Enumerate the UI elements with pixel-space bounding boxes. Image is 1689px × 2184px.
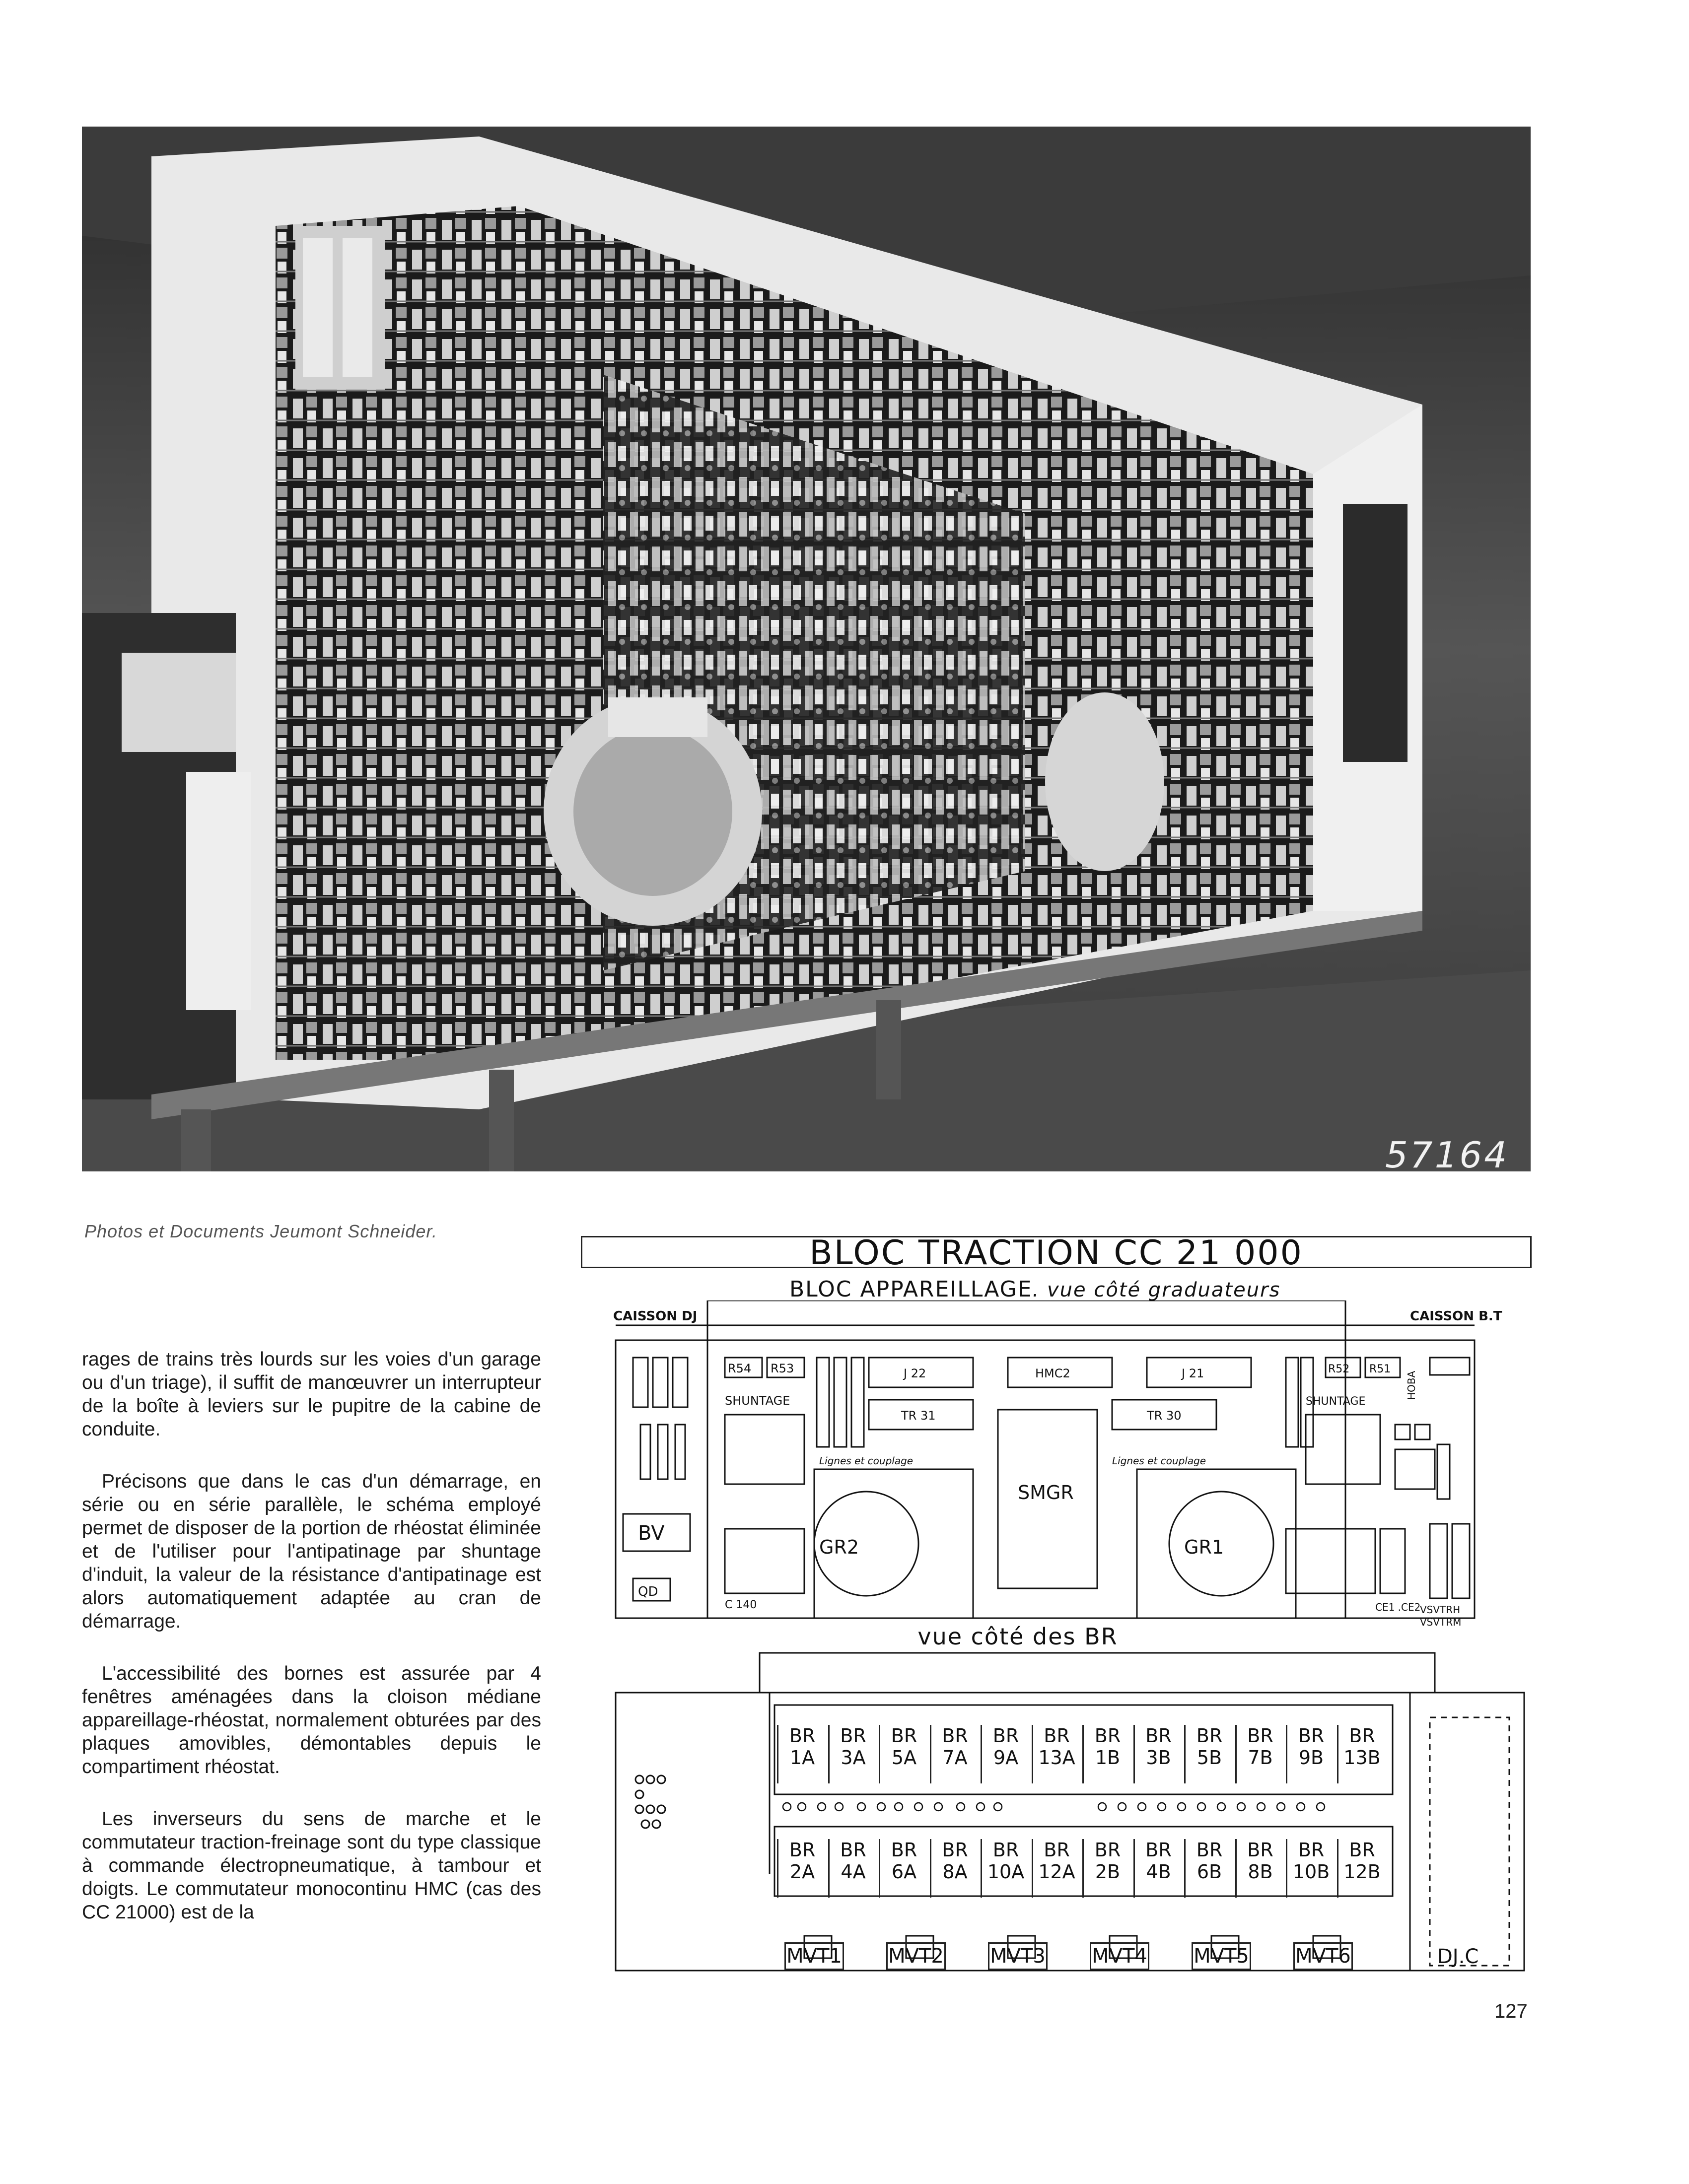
label-ce: CE1 .CE2	[1375, 1601, 1421, 1613]
label-c140: C 140	[725, 1599, 757, 1611]
br-cell: BR 3B	[1133, 1725, 1183, 1783]
article-body	[82, 1348, 541, 1953]
vue-br-heading: vue côté des BR	[917, 1623, 1118, 1650]
br-cell: BR 2A	[777, 1839, 826, 1898]
photo-caption: Photos et Documents Jeumont Schneider.	[84, 1221, 438, 1241]
label-r54: R54	[728, 1362, 752, 1375]
br-cell: BR 8A	[930, 1839, 979, 1898]
photo-number: 57164	[1385, 1134, 1509, 1176]
label-smgr: SMGR	[1018, 1482, 1074, 1503]
label-shuntage-left: SHUNTAGE	[725, 1394, 790, 1408]
page-number: 127	[1494, 2000, 1528, 2022]
label-lignes-left: Lignes et couplage	[819, 1455, 914, 1467]
subtitle-hand: . vue côté graduateurs	[1032, 1279, 1281, 1301]
label-lignes-right: Lignes et couplage	[1112, 1455, 1206, 1467]
paragraph: L'accessibilité des bornes est assurée par 4 fenêtres aménagées dans la cloison médiane appareillage-rhéostat, normalement obturées par des plaques amovibles, démontables depuis le compartiment rhéostat.	[82, 1663, 541, 1777]
label-r53: R53	[771, 1362, 794, 1375]
label-vsvtrm: VSVTRM	[1420, 1616, 1462, 1628]
subtitle-main: BLOC APPAREILLAGE	[789, 1277, 1033, 1302]
br-cell: BR 12B	[1337, 1839, 1386, 1898]
label-hmc2: HMC2	[1035, 1366, 1070, 1380]
br-cell: BR 13B	[1337, 1725, 1386, 1783]
paragraph: Les inverseurs du sens de marche et le commutateur traction-freinage sont du type classique à commande électropneumatique, à tambour et doigts. Le commutateur monocontinu HMC (cas des CC 21000) est de la	[82, 1808, 541, 1923]
br-cell: BR 5B	[1184, 1725, 1233, 1783]
label-shuntage-right: SHUNTAGE	[1306, 1395, 1366, 1408]
label-r52: R52	[1328, 1363, 1350, 1375]
br-cell: BR 4A	[828, 1839, 877, 1898]
label-tr31: TR 31	[901, 1409, 936, 1423]
br-cell: BR 10B	[1286, 1839, 1335, 1898]
br-cell: BR 8B	[1235, 1839, 1284, 1898]
mvt-box: MVT3	[988, 1942, 1048, 1970]
label-j21: J 21	[1182, 1366, 1204, 1380]
equipment-photo	[82, 127, 1531, 1171]
label-caisson-bt: CAISSON B.T	[1410, 1309, 1502, 1324]
br-cell: BR 9B	[1286, 1725, 1335, 1783]
label-gr2: GR2	[819, 1536, 859, 1558]
label-qd: QD	[638, 1584, 658, 1599]
mvt-box: MVT5	[1192, 1942, 1251, 1970]
equipment-layout-diagram	[576, 1300, 1529, 2005]
mvt-box: MVT2	[886, 1942, 946, 1970]
br-cell: BR 9A	[981, 1725, 1030, 1783]
br-cell: BR 2B	[1082, 1839, 1131, 1898]
br-cell: BR 5A	[879, 1725, 928, 1783]
br-cell: BR 6A	[879, 1839, 928, 1898]
br-cell: BR 7B	[1235, 1725, 1284, 1783]
label-r51: R51	[1369, 1363, 1391, 1375]
paragraph: Précisons que dans le cas d'un démarrage, en série ou en série parallèle, le schéma employé permet de disposer de la portion de rhéostat éliminée et de l'utiliser pour l'antipatinage par shuntage d'induit, la valeur de la résistance d'antipatinage est alors automatiquement adaptée au cran de démarrage.	[82, 1471, 541, 1632]
mvt-box: MVT6	[1293, 1942, 1353, 1970]
diagram-subtitle	[789, 1277, 1280, 1302]
br-cell: BR 12A	[1032, 1839, 1081, 1898]
label-hoba: HOBA	[1406, 1370, 1417, 1400]
label-caisson-dj: CAISSON DJ	[613, 1309, 698, 1324]
br-cell: BR 1A	[777, 1725, 826, 1783]
label-j22: J 22	[904, 1366, 926, 1380]
diagram-title: BLOC TRACTION CC 21 000	[809, 1233, 1303, 1273]
br-cell: BR 4B	[1133, 1839, 1183, 1898]
label-tr30: TR 30	[1147, 1409, 1182, 1423]
br-cell: BR 6B	[1184, 1839, 1233, 1898]
br-cell: BR 3A	[828, 1725, 877, 1783]
br-cell: BR 13A	[1032, 1725, 1081, 1783]
br-cell: BR 1B	[1082, 1725, 1131, 1783]
label-gr1: GR1	[1184, 1536, 1224, 1558]
br-cell: BR 7A	[930, 1725, 979, 1783]
br-cell: BR 10A	[981, 1839, 1030, 1898]
paragraph: rages de trains très lourds sur les voies d'un garage ou d'un triage), il suffit de manœuvrer un interrupteur de la boîte à leviers sur le pupitre de la cabine de conduite.	[82, 1349, 541, 1440]
mvt-box: MVT1	[784, 1942, 844, 1970]
label-djc: DJ.C	[1437, 1945, 1479, 1968]
label-vsvtrh: VSVTRH	[1420, 1604, 1461, 1616]
mvt-box: MVT4	[1090, 1942, 1149, 1970]
label-bv: BV	[638, 1522, 665, 1545]
